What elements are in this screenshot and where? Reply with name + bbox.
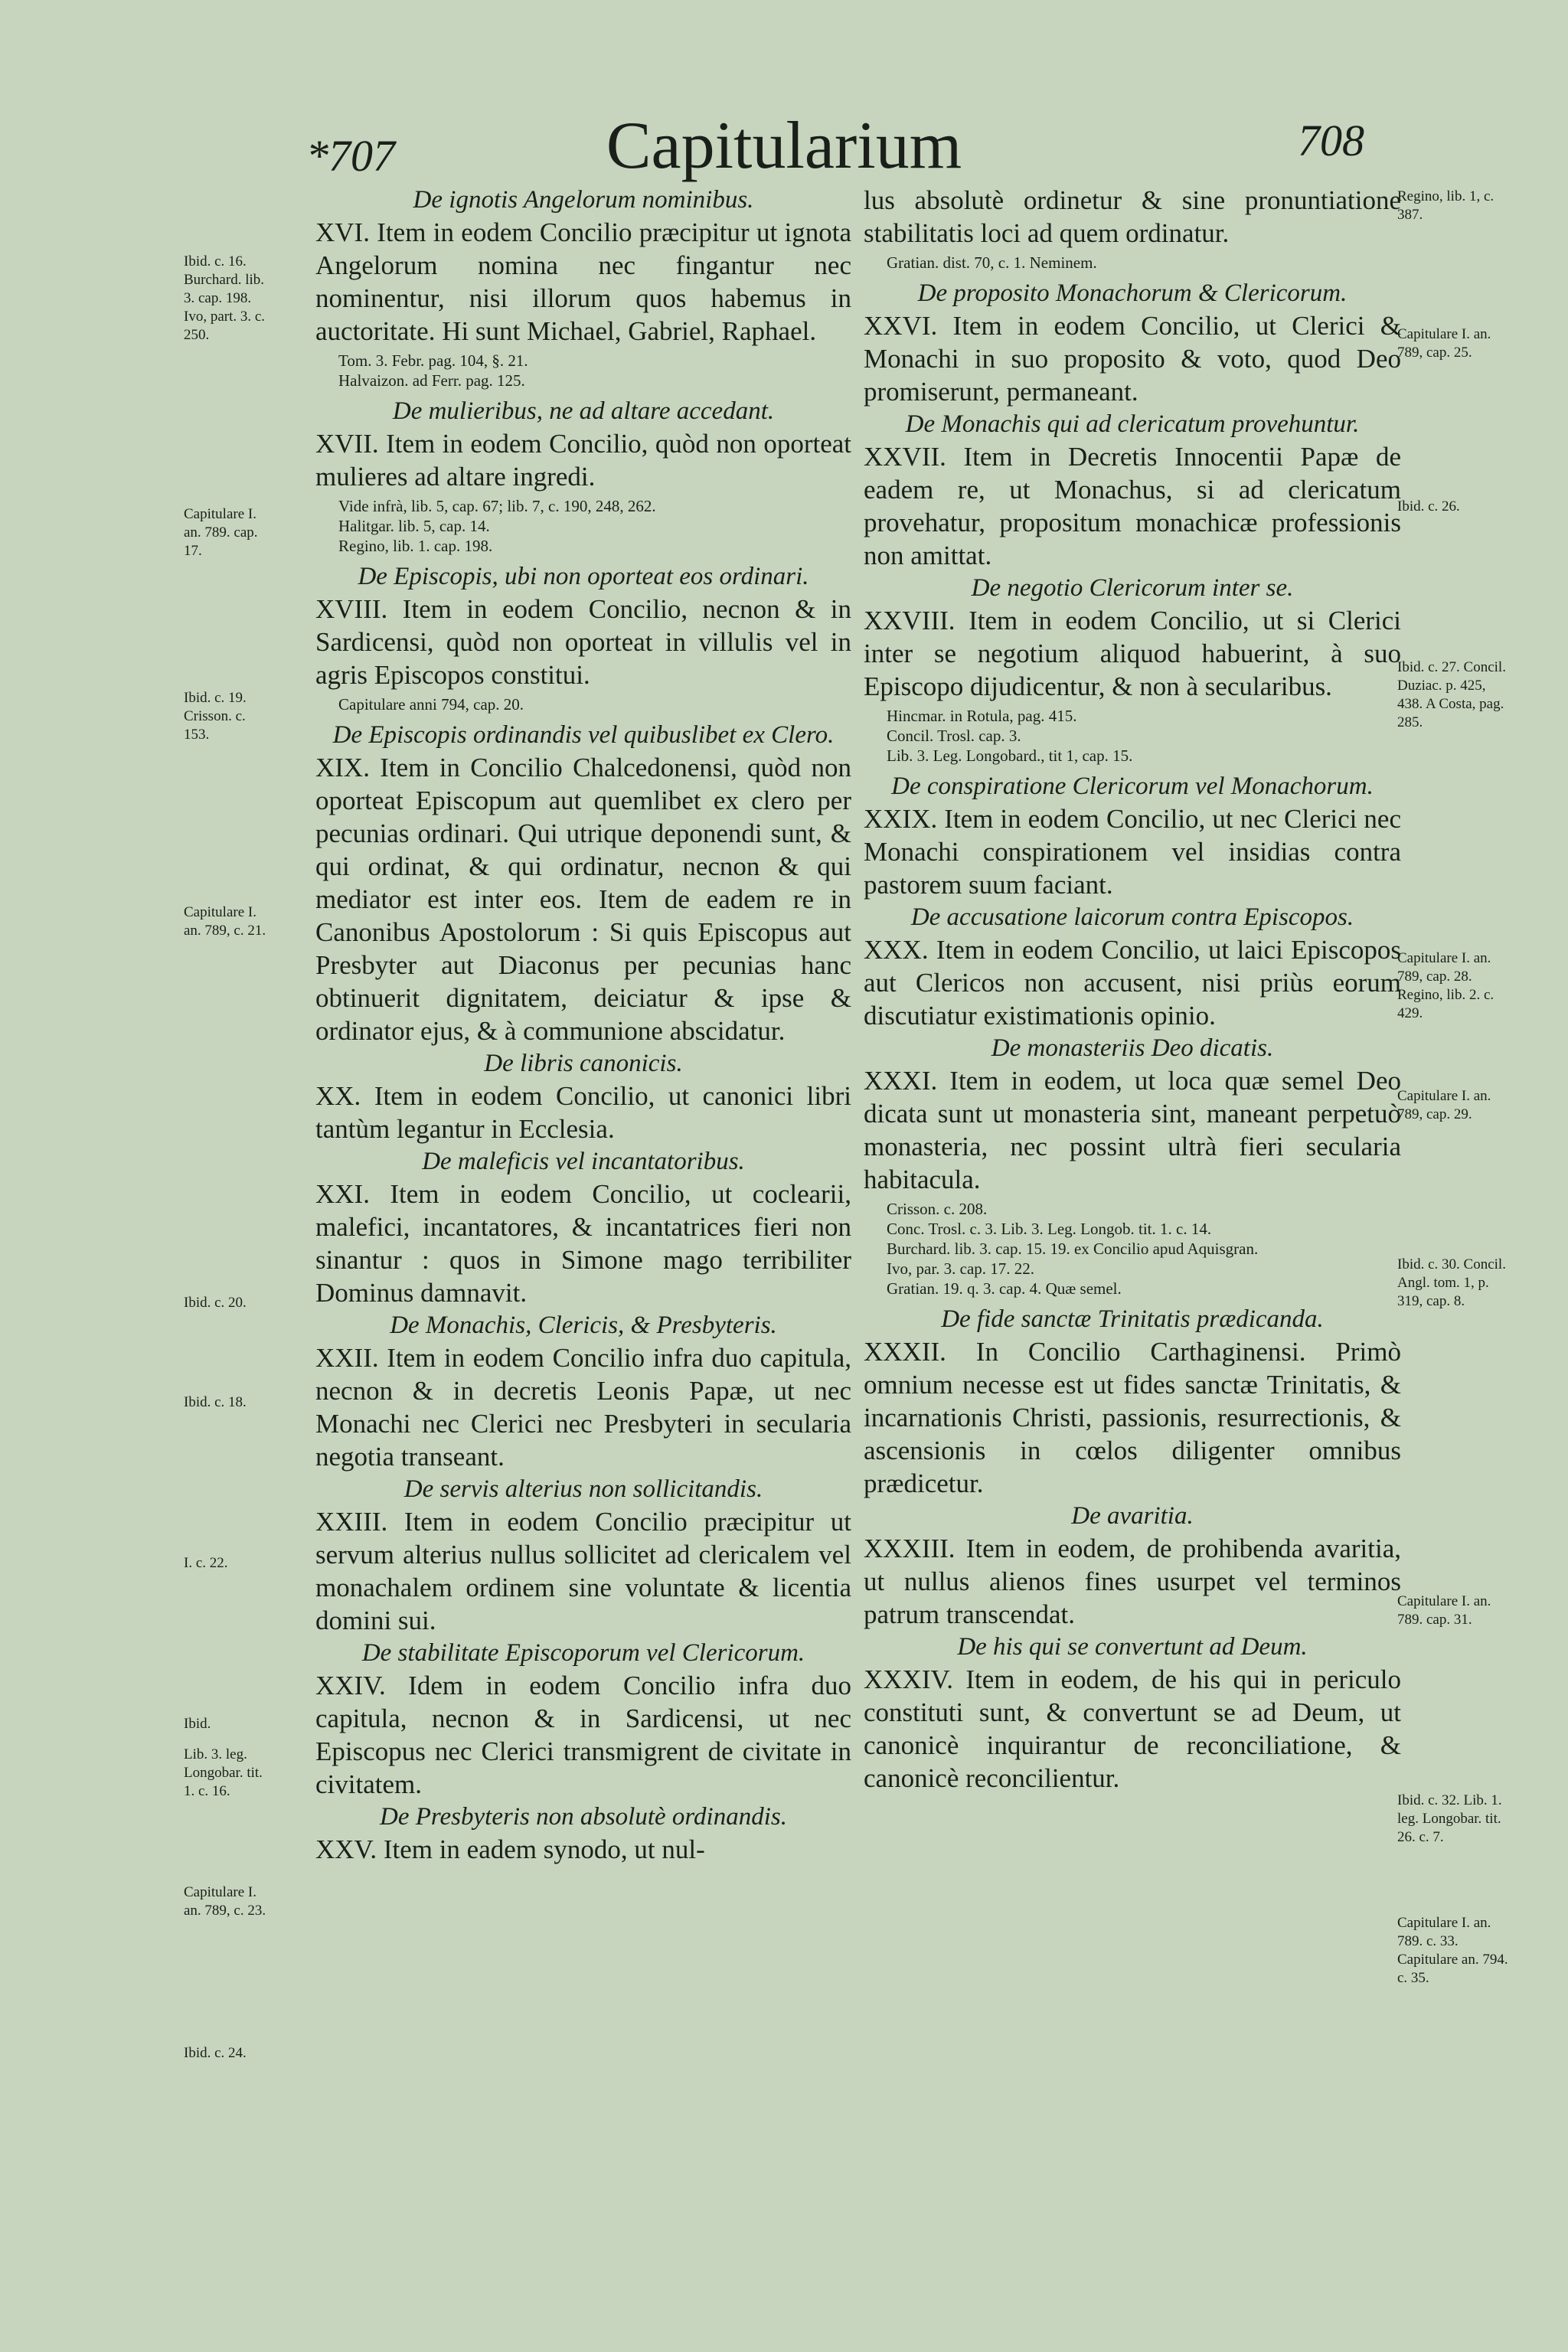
- paragraph: XXXII. In Concilio Carthaginensi. Primò omnium necesse est ut fides sanctæ Trinitatis, & incarnationis Christi, passionis, resurrectionis, & ascensionis in cœlos diligenter omnibus prædicetur.: [864, 1337, 1401, 1498]
- paragraph: XXV. Item in eadem synodo, ut nul-: [315, 1834, 705, 1864]
- heading: De stabilitate Episcoporum vel Clericorum.: [361, 1639, 805, 1667]
- heading: De Monachis qui ad clericatum provehuntur.: [905, 410, 1360, 438]
- reference: [864, 706, 1401, 766]
- page-header: [0, 107, 1568, 191]
- margin-note: Ibid.: [184, 1716, 211, 1732]
- paragraph: XXVII. Item in Decretis Innocentii Papæ de eadem re, ut Monachus, si ad clericatum provehatur, propositum monachicæ professionis non amittat.: [864, 442, 1401, 570]
- margin-note: Ibid. c. 30. Concil. Angl. tom. 1, p. 319, cap. 8.: [1397, 1256, 1506, 1309]
- reference-line: Gratian. 19. q. 3. cap. 4. Quæ semel.: [887, 1279, 1122, 1298]
- margin-note: I. c. 22.: [184, 1555, 228, 1571]
- paragraph: XXVIII. Item in eodem Concilio, ut si Clerici inter se negotium aliquod habuerint, à suo Episcopo dijudicentur, & non à secularibus.: [864, 606, 1401, 701]
- paragraph: XVII. Item in eodem Concilio, quòd non oporteat mulieres ad altare ingredi.: [315, 429, 851, 492]
- paragraph: XXI. Item in eodem Concilio, ut coclearii, malefici, incantatores, & incantatrices fieri non sinantur : quos in Simone mago terribiliter Dominus damnavit.: [315, 1179, 851, 1308]
- reference: [315, 694, 851, 714]
- heading: De mulieribus, ne ad altare accedant.: [392, 397, 775, 425]
- heading: De Episcopis ordinandis vel quibuslibet ex Clero.: [332, 721, 835, 749]
- reference: [864, 1199, 1401, 1298]
- margin-note: Capitulare I. an. 789, cap. 29.: [1397, 1088, 1491, 1122]
- paragraph: XXVI. Item in eodem Concilio, ut Clerici & Monachi in suo proposito & voto, quod Deo promiserunt, permaneant.: [864, 311, 1401, 407]
- paragraph: XX. Item in eodem Concilio, ut canonici libri tantùm legantur in Ecclesia.: [315, 1081, 851, 1144]
- margin-note: Capitulare I. an. 789, c. 23.: [184, 1884, 266, 1919]
- reference-line: Hincmar. in Rotula, pag. 415.: [887, 707, 1077, 725]
- left-column: [315, 184, 851, 1866]
- paragraph: XXXIII. Item in eodem, de prohibenda avaritia, ut nullus alienos fines usurpet vel terminos patrum transcendat.: [864, 1534, 1401, 1629]
- margin-note: Capitulare I. an. 789, cap. 28. Regino, lib. 2. c. 429.: [1397, 950, 1494, 1021]
- margin-note: Capitulare I. an. 789. cap. 31.: [1397, 1593, 1491, 1628]
- paragraph: XVIII. Item in eodem Concilio, necnon & in Sardicensi, quòd non oporteat in villulis vel in agris Episcopos constitui.: [315, 594, 851, 690]
- heading: De his qui se convertunt ad Deum.: [957, 1633, 1308, 1661]
- margin-note: Ibid. c. 20.: [184, 1295, 247, 1311]
- heading: De monasteriis Deo dicatis.: [991, 1034, 1274, 1062]
- heading: De accusatione laicorum contra Episcopos.: [910, 903, 1354, 931]
- paragraph: XXIX. Item in eodem Concilio, ut nec Clerici nec Monachi conspirationem vel insidias contra pastorem suum faciant.: [864, 804, 1401, 900]
- margin-note: Ibid. c. 26.: [1397, 498, 1460, 514]
- heading: De servis alterius non sollicitandis.: [403, 1475, 763, 1503]
- reference-line: Ivo, par. 3. cap. 17. 22.: [887, 1259, 1035, 1278]
- heading: De Episcopis, ubi non oporteat eos ordinari.: [358, 563, 809, 590]
- margin-note: Capitulare I. an. 789. cap. 17.: [184, 506, 258, 559]
- heading: De Monachis, Clericis, & Presbyteris.: [390, 1312, 777, 1339]
- margin-note: Ibid. c. 19. Crisson. c. 153.: [184, 690, 247, 743]
- page-number-left: *707: [306, 131, 395, 181]
- reference-line: Halvaizon. ad Ferr. pag. 125.: [338, 371, 525, 390]
- paragraph: XXXI. Item in eodem, ut loca quæ semel Deo dicata sunt ut monasteria sint, maneant perpetuò monasteria, nec possint ultrà fieri secularia habitacula.: [864, 1066, 1401, 1194]
- reference-line: Lib. 3. Leg. Longobard., tit 1, cap. 15.: [887, 746, 1133, 765]
- margin-note: Capitulare I. an. 789, cap. 25.: [1397, 326, 1491, 361]
- right-column: [864, 184, 1401, 1795]
- margin-note: Lib. 3. leg. Longobar. tit. 1. c. 16.: [184, 1746, 263, 1799]
- reference-line: Concil. Trosl. cap. 3.: [887, 727, 1021, 745]
- reference-line: Crisson. c. 208.: [887, 1200, 988, 1218]
- reference-line: Tom. 3. Febr. pag. 104, §. 21.: [338, 351, 528, 370]
- heading: De libris canonicis.: [484, 1050, 683, 1077]
- margin-note: Ibid. c. 32. Lib. 1. leg. Longobar. tit. 26. c. 7.: [1397, 1792, 1502, 1845]
- heading: De ignotis Angelorum nominibus.: [413, 186, 754, 214]
- heading: De conspiratione Clericorum vel Monachorum.: [891, 773, 1374, 800]
- page-number-right: 708: [1298, 116, 1364, 165]
- paragraph: XXXIV. Item in eodem, de his qui in periculo constituti sunt, & convertunt se ad Deum, ut canonicè inquirantur de reconciliatione, & canonicè reconcilientur.: [864, 1664, 1401, 1793]
- reference-line: Halitgar. lib. 5, cap. 14.: [338, 517, 490, 535]
- heading: De Presbyteris non absolutè ordinandis.: [380, 1803, 787, 1831]
- heading: De avaritia.: [1071, 1502, 1194, 1530]
- heading: De fide sanctæ Trinitatis prædicanda.: [941, 1305, 1324, 1333]
- heading: De maleficis vel incantatoribus.: [422, 1148, 745, 1175]
- reference-line: Vide infrà, lib. 5, cap. 67; lib. 7, c. 190, 248, 262.: [338, 497, 656, 515]
- reference-line: Regino, lib. 1. cap. 198.: [338, 537, 493, 555]
- reference-line: Conc. Trosl. c. 3. Lib. 3. Leg. Longob. tit. 1. c. 14.: [887, 1220, 1212, 1238]
- margin-note: Capitulare I. an. 789. c. 33. Capitulare an. 794. c. 35.: [1397, 1915, 1508, 1986]
- paragraph: XXX. Item in eodem Concilio, ut laici Episcopos aut Clericos non accusent, nisi priùs eorum discutiatur existimationis opinio.: [864, 935, 1401, 1031]
- margin-note: Capitulare I. an. 789, c. 21.: [184, 904, 266, 939]
- margin-note: Ibid. c. 18.: [184, 1394, 247, 1410]
- reference-line: Burchard. lib. 3. cap. 15. 19. ex Concilio apud Aquisgran.: [887, 1240, 1259, 1258]
- paragraph: XXIV. Idem in eodem Concilio infra duo capitula, necnon & in Sardicensi, ut nec Episcopus nec Clerici transmigrent de civitate in civitatem.: [315, 1671, 851, 1799]
- reference: [864, 253, 1401, 273]
- paragraph: XXIII. Item in eodem Concilio præcipitur ut servum alterius nullus sollicitet ad clericalem vel monachalem ordinem sine voluntate & licentia domini sui.: [315, 1507, 851, 1635]
- heading: De negotio Clericorum inter se.: [971, 574, 1294, 602]
- margin-note: Ibid. c. 27. Concil. Duziac. p. 425, 438. A Costa, pag. 285.: [1397, 659, 1506, 730]
- heading: De proposito Monachorum & Clericorum.: [917, 279, 1348, 307]
- paragraph: XIX. Item in Concilio Chalcedonensi, quòd non oporteat Episcopum aut quemlibet ex clero per pecunias ordinari. Qui utrique deponendi sunt, & qui ordinat, & qui ordinatur, necnon & qui mediator est inter eos. Item de eadem re in Canonibus Apostolorum : Si quis Episcopus aut Presbyter aut Diaconus per pecunias hanc obtinuerit dignitatem, deiciatur & ipse & ordinator ejus, & à communione abscidatur.: [315, 753, 851, 1046]
- running-title: Capitularium: [606, 109, 962, 183]
- margin-note: Ibid. c. 16. Burchard. lib. 3. cap. 198. Ivo, part. 3. c. 250.: [184, 253, 266, 343]
- reference: [315, 351, 851, 390]
- paragraph: XVI. Item in eodem Concilio præcipitur ut ignota Angelorum nomina nec fingantur nec nominentur, nisi illorum quos habemus in auctoritate. Hi sunt Michael, Gabriel, Raphael.: [315, 217, 851, 346]
- reference: [315, 496, 851, 556]
- reference-line: Gratian. dist. 70, c. 1. Neminem.: [887, 253, 1097, 272]
- margin-note: Ibid. c. 24.: [184, 2045, 247, 2061]
- paragraph: XXII. Item in eodem Concilio infra duo capitula, necnon & in decretis Leonis Papæ, ut nec Monachi nec Clerici nec Presbyteri in secularia negotia transeant.: [315, 1343, 851, 1472]
- margin-note: Regino, lib. 1, c. 387.: [1397, 188, 1494, 223]
- reference-line: Capitulare anni 794, cap. 20.: [338, 695, 524, 714]
- paragraph: lus absolutè ordinetur & sine pronuntiatione stabilitatis loci ad quem ordinatur.: [864, 185, 1401, 248]
